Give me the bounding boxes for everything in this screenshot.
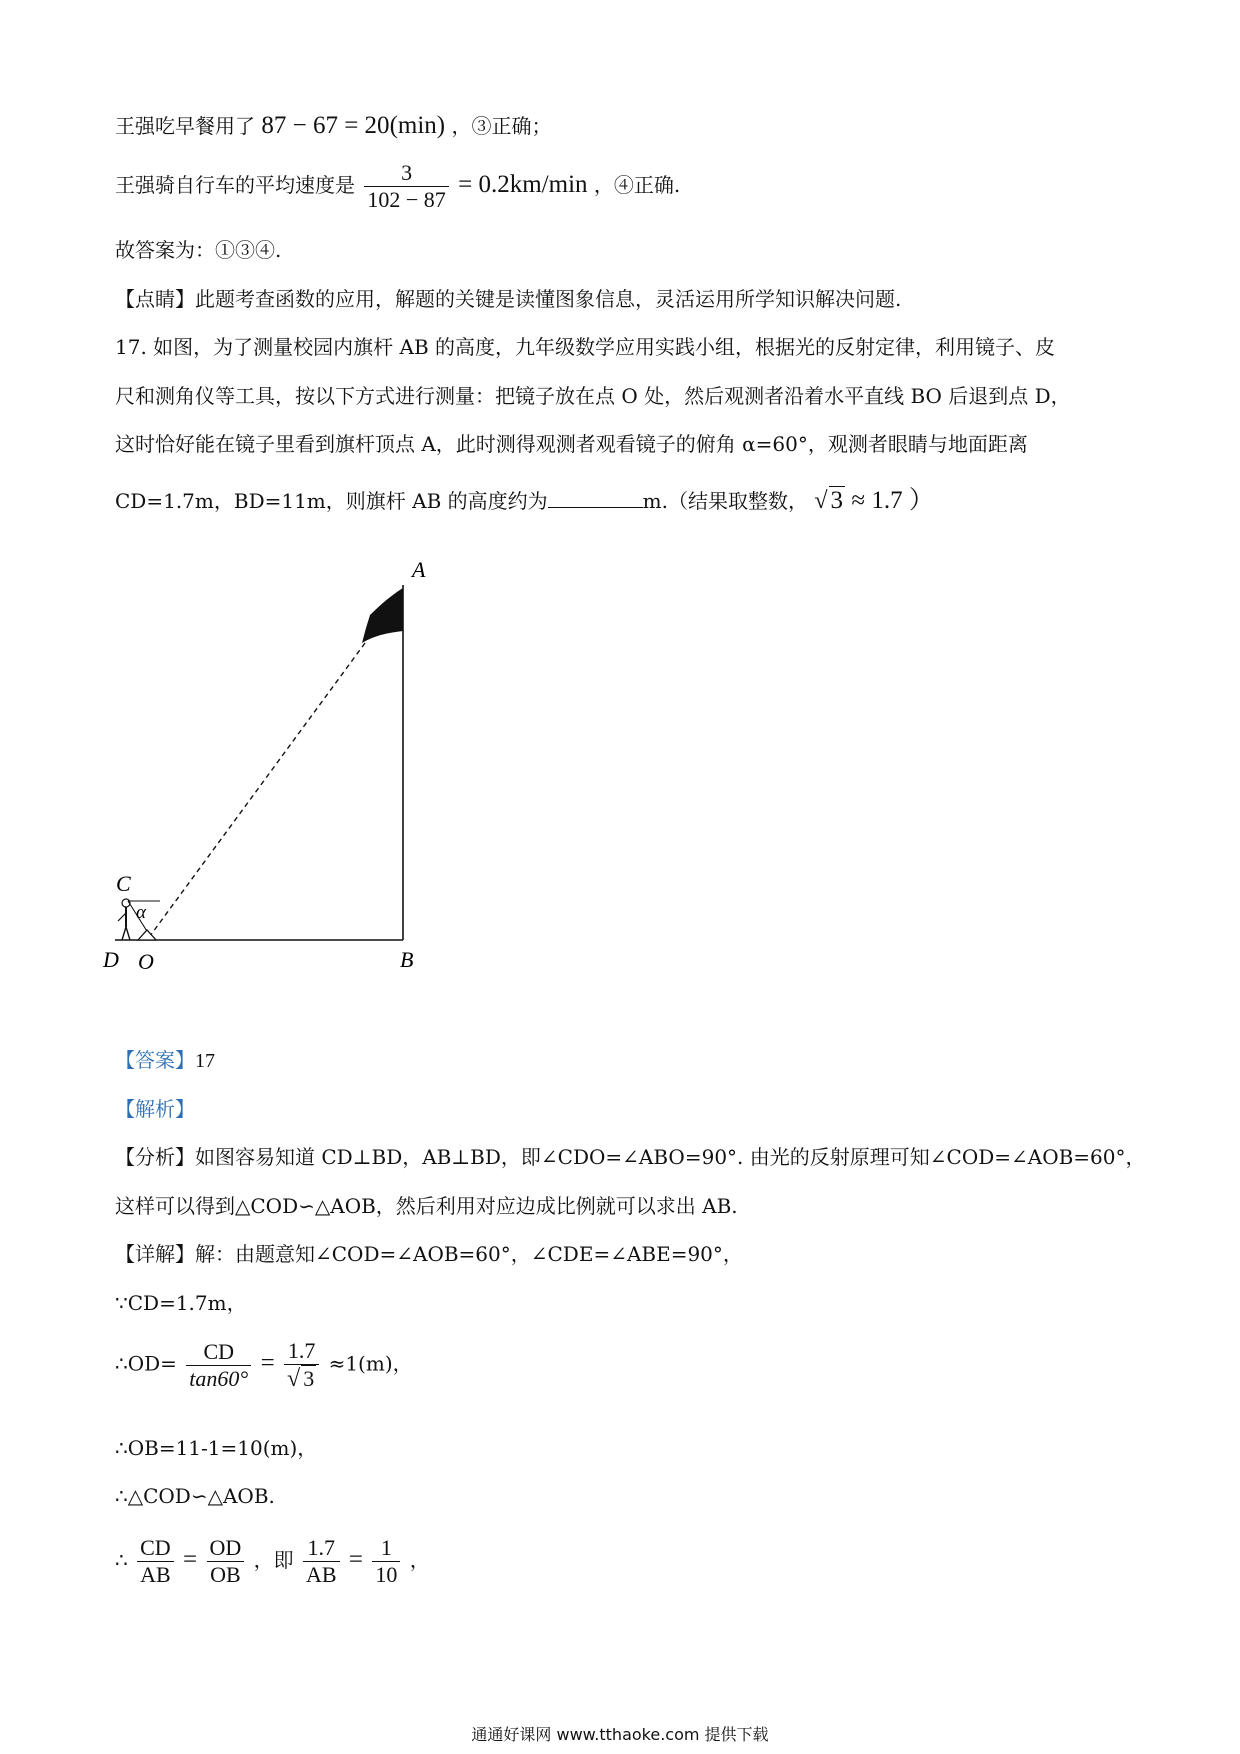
- detail-tag: 【详解】: [115, 1242, 195, 1266]
- answer-row: [115, 1046, 215, 1075]
- ratio-equals-2: =: [348, 1546, 364, 1573]
- ratio-mid: ，即: [253, 1548, 294, 1572]
- question-line-3: 这时恰好能在镜子里看到旗杆顶点 A，此时测得观测者观看镜子的俯角 α=60°，观测者眼睛与地面距离: [115, 432, 1028, 456]
- question-line-1: 17. 如图，为了测量校园内旗杆 AB 的高度，九年级数学应用实践小组，根据光的反射定律，利用镜子、皮: [115, 335, 1056, 359]
- ratio-num-1: CD: [140, 1535, 171, 1560]
- comment-line: [115, 285, 901, 313]
- step-od-den-2: √ 3: [284, 1364, 319, 1392]
- step-od-fraction-2: [284, 1338, 319, 1392]
- ratio-num-2: OD: [209, 1535, 242, 1560]
- ratio-fraction-4: [372, 1535, 400, 1588]
- step-od-den-1: tan60°: [186, 1365, 251, 1392]
- answer-value: 17: [195, 1050, 215, 1072]
- analysis-tag: 【解析】: [115, 1097, 195, 1121]
- fenxi-line-1: [115, 1143, 1146, 1171]
- fenxi-text-1: 如图容易知道 CD⊥BD，AB⊥BD，即∠CDO=∠ABO=90°. 由光的反射原理可知∠COD=∠AOB=60°，: [195, 1145, 1146, 1169]
- answer-tag: 【答案】: [115, 1048, 195, 1072]
- ratio-num-4: 1: [380, 1535, 392, 1560]
- flag-shape: [362, 588, 403, 643]
- question-line-4: [115, 486, 934, 515]
- question-line-2: 尺和测角仪等工具，按以下方式进行测量：把镜子放在点 O 处，然后观测者沿着水平直线 BO 后退到点 D，: [115, 384, 1071, 408]
- label-o: O: [138, 949, 154, 974]
- breakfast-unit: (min): [389, 112, 446, 139]
- step-od-num-1: CD: [203, 1338, 235, 1364]
- speed-line: [115, 160, 680, 213]
- step-ratio-prefix: ∴: [115, 1548, 128, 1572]
- step-od-fraction-1: [186, 1339, 251, 1392]
- step-od-num-2: 1.7: [287, 1338, 316, 1363]
- mirror-icon: [138, 930, 156, 940]
- comment-text: 此题考查函数的应用，解题的关键是读懂图象信息，灵活运用所学知识解决问题.: [195, 287, 902, 311]
- breakfast-prefix: 王强吃早餐用了: [115, 114, 255, 138]
- label-b: B: [400, 947, 414, 972]
- step-ob: ∴OB=11-1=10(m)，: [115, 1436, 318, 1460]
- breakfast-expression: 87 − 67 = 20: [261, 112, 390, 139]
- label-c: C: [116, 871, 131, 896]
- ratio-fraction-1: [137, 1535, 174, 1588]
- speed-result: = 0.2km/min: [458, 171, 588, 198]
- label-alpha: α: [136, 902, 146, 923]
- step-od-equals: =: [260, 1349, 275, 1377]
- speed-suffix: ，④正确.: [593, 173, 681, 197]
- step-ratio: [115, 1535, 430, 1588]
- comment-tag: 【点睛】: [115, 287, 195, 311]
- step-od: [115, 1338, 413, 1392]
- flagpole-diagram: [100, 535, 460, 975]
- ratio-den-1: AB: [137, 1561, 174, 1588]
- reflection-line-oa: [150, 643, 365, 936]
- breakfast-line: [115, 112, 551, 140]
- question-line-4-a: CD=1.7m，BD=11m，则旗杆 AB 的高度约为: [115, 489, 548, 513]
- speed-fraction: [364, 160, 448, 213]
- speed-denominator: 102 − 87: [364, 186, 448, 213]
- speed-prefix: 王强骑自行车的平均速度是: [115, 173, 355, 197]
- question-line-4-c: ≈ 1.7 ）: [851, 487, 934, 514]
- ratio-fraction-2: [206, 1535, 244, 1588]
- ratio-den-2: OB: [207, 1561, 244, 1588]
- breakfast-suffix: ，③正确；: [451, 114, 552, 138]
- sqrt3-expression: √ 3: [814, 487, 843, 514]
- fenxi-line-2: 这样可以得到△COD∽△AOB，然后利用对应边成比例就可以求出 AB.: [115, 1194, 738, 1218]
- step-od-prefix: ∴OD=: [115, 1351, 177, 1376]
- ratio-equals-1: =: [183, 1546, 198, 1573]
- footer-text: 通通好课网 www.tthaoke.com 提供下载: [471, 1725, 769, 1744]
- label-a: A: [412, 557, 426, 582]
- ratio-den-3: AB: [303, 1561, 340, 1588]
- ratio-den-4: 10: [372, 1561, 400, 1588]
- ratio-num-3: 1.7: [307, 1535, 336, 1560]
- speed-numerator: 3: [401, 160, 413, 185]
- question-line-4-b: m.（结果取整数，: [642, 489, 808, 513]
- detail-text-1: 解：由题意知∠COD=∠AOB=60°，∠CDE=∠ABE=90°，: [195, 1242, 743, 1266]
- observer-figure: [118, 899, 130, 940]
- answer-line: 故答案为：①③④.: [115, 238, 282, 262]
- label-d: D: [103, 947, 119, 972]
- step-similar: ∴△COD∽△AOB.: [115, 1484, 275, 1508]
- step-od-suffix: ≈1(m)，: [328, 1351, 413, 1376]
- detail-line-1: [115, 1240, 743, 1268]
- ratio-fraction-3: [303, 1535, 340, 1588]
- step-cd: ∵CD=1.7m，: [115, 1291, 247, 1315]
- fenxi-tag: 【分析】: [115, 1145, 195, 1169]
- ratio-end: ，: [409, 1548, 430, 1572]
- answer-blank: [548, 487, 643, 508]
